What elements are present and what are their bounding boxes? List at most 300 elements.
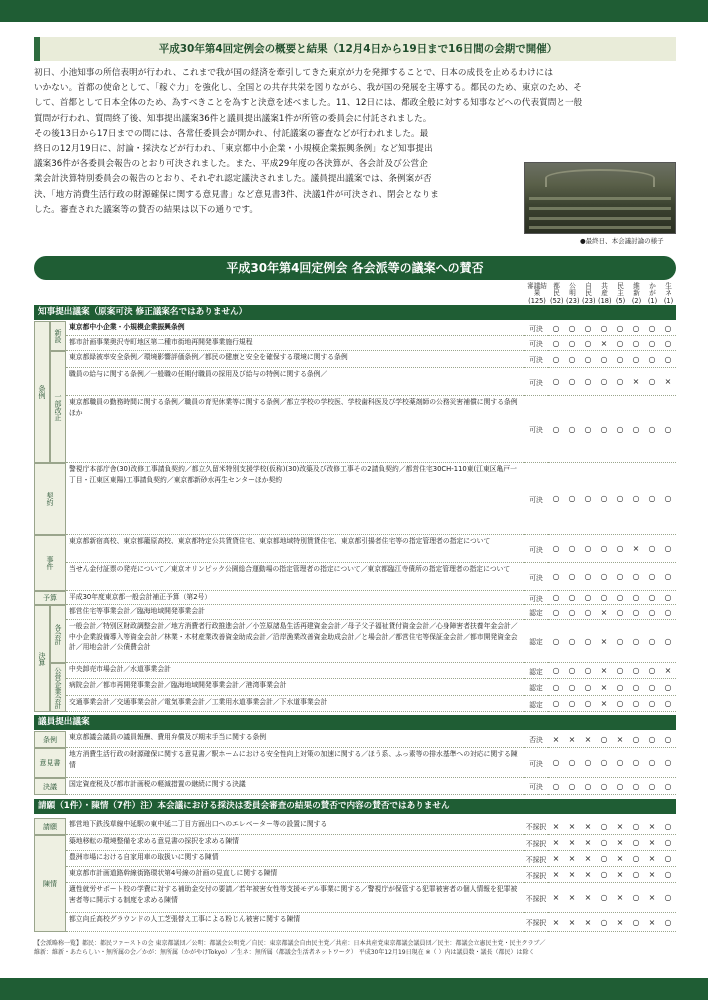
vote-no-mark: × — [616, 917, 624, 927]
row-votes — [548, 778, 676, 795]
vote-yes-mark: ○ — [552, 338, 560, 348]
footnote-line: 維新：維新・あたらしい・無所属の会／かが：無所属（かがやけTokyo）／生ネ：無所属（都議会生活者ネットワーク） 平成30年12月19日現在 ※（ ）内は議員数・議長（都民）は除く — [34, 949, 535, 956]
vote-yes-mark: ○ — [584, 354, 592, 364]
table-row: 東京都市計画道路幹線街路環状第4号線の計画の見直しに関する陳情 — [66, 867, 524, 883]
col-party: 公明(23) — [566, 282, 580, 305]
label-ketsugi: 決議 — [34, 778, 66, 795]
row-result: 可決 — [524, 368, 548, 396]
vote-yes-mark: ○ — [632, 424, 640, 434]
vote-no-mark: × — [552, 917, 560, 927]
vote-yes-mark: ○ — [584, 699, 592, 708]
vote-yes-mark: ○ — [600, 593, 608, 602]
label-kessan: 決算 — [34, 605, 50, 712]
col-result: 審議結果(125) — [527, 282, 547, 305]
vote-yes-mark: ○ — [568, 636, 576, 646]
vote-yes-mark: ○ — [600, 572, 608, 581]
section-header-fill — [524, 715, 676, 730]
footnote — [34, 939, 676, 957]
table-row: 築地移転の環境整備を求める意見書の採択を求める陳情 — [66, 835, 524, 851]
vote-no-mark: × — [616, 893, 624, 902]
table-row: 東京都緑被率安全条例／環境影響評価条例／都民の健康と安全を確保する環境に関する条例 — [66, 351, 524, 368]
vote-yes-mark: ○ — [632, 917, 640, 927]
vote-yes-mark: ○ — [600, 377, 608, 386]
vote-yes-mark: ○ — [552, 572, 560, 581]
row-result: 可決 — [524, 351, 548, 368]
col-party: 生ネ(1) — [663, 282, 674, 305]
vote-yes-mark: ○ — [664, 917, 672, 927]
row-votes — [548, 351, 676, 368]
label-jorei2: 条例 — [34, 731, 66, 748]
row-result: 不採択 — [524, 867, 548, 883]
row-result: 不採択 — [524, 883, 548, 913]
photo-seat-row — [529, 207, 671, 210]
table-row: 交通事業会計／交通事業会計／電気事業会計／工業用水道事業会計／下水道事業会計 — [66, 696, 524, 712]
label-shinki: 新設 — [50, 321, 66, 351]
vote-no-mark: × — [632, 377, 640, 386]
vote-yes-mark: ○ — [648, 636, 656, 646]
vote-yes-mark: ○ — [632, 734, 640, 744]
vote-yes-mark: ○ — [648, 593, 656, 602]
vote-yes-mark: ○ — [584, 544, 592, 553]
photo-arch — [545, 169, 655, 187]
vote-no-mark: × — [552, 821, 560, 831]
vote-yes-mark: ○ — [664, 699, 672, 708]
vote-no-mark: × — [600, 636, 608, 646]
vote-yes-mark: ○ — [616, 699, 624, 708]
vote-yes-mark: ○ — [600, 838, 608, 847]
row-result: 可決 — [524, 321, 548, 336]
vote-yes-mark: ○ — [616, 666, 624, 675]
vote-yes-mark: ○ — [664, 424, 672, 434]
vote-no-mark: × — [616, 854, 624, 863]
vote-yes-mark: ○ — [600, 854, 608, 863]
label-jorei: 条例 — [34, 321, 50, 463]
vote-no-mark: × — [584, 917, 592, 927]
assembly-photo — [524, 162, 676, 234]
vote-yes-mark: ○ — [648, 758, 656, 767]
vote-yes-mark: ○ — [552, 758, 560, 767]
photo-seat-row — [529, 197, 671, 200]
table-row: 東京都職員の勤務時間に関する条例／職員の育児休業等に関する条例／都立学校の学校医、学校歯科医及び学校薬剤師の公務災害補償に関する条例ほか — [66, 396, 524, 463]
vote-yes-mark: ○ — [584, 593, 592, 602]
vote-yes-mark: ○ — [568, 544, 576, 553]
row-result: 不採択 — [524, 818, 548, 835]
vote-yes-mark: ○ — [632, 699, 640, 708]
vote-no-mark: × — [552, 870, 560, 879]
row-result: 認定 — [524, 605, 548, 620]
section-header-fill — [524, 305, 676, 320]
photo-seat-row — [529, 217, 671, 220]
vote-yes-mark: ○ — [552, 494, 560, 503]
vote-no-mark: × — [664, 666, 672, 675]
label-kakukaikei: 各会計 — [50, 605, 66, 663]
vote-yes-mark: ○ — [616, 607, 624, 617]
row-result: 不採択 — [524, 913, 548, 932]
vote-yes-mark: ○ — [616, 781, 624, 791]
vote-yes-mark: ○ — [552, 323, 560, 333]
vote-yes-mark: ○ — [664, 572, 672, 581]
vote-yes-mark: ○ — [552, 636, 560, 646]
vote-no-mark: × — [568, 854, 576, 863]
vote-no-mark: × — [648, 821, 656, 831]
vote-yes-mark: ○ — [632, 607, 640, 617]
vote-yes-mark: ○ — [664, 636, 672, 646]
table-row: 豊洲市場における自家用車の取扱いに関する陳情 — [66, 851, 524, 867]
row-votes — [548, 368, 676, 396]
vote-yes-mark: ○ — [552, 699, 560, 708]
col-party: かが(1) — [647, 282, 658, 305]
table-row: 平成30年度東京都一般会計補正予算（第2号） — [66, 591, 524, 605]
col-party: 都民(52) — [550, 282, 564, 305]
vote-yes-mark: ○ — [552, 593, 560, 602]
vote-yes-mark: ○ — [648, 377, 656, 386]
table-row: 東京都議会議員の議員報酬、費用弁償及び期末手当に関する条例 — [66, 731, 524, 748]
intro-line: 質問が行われ、質問終了後、知事提出議案36件と議員提出議案1件が所管の委員会に付託されました。 — [34, 113, 432, 124]
vote-yes-mark: ○ — [568, 758, 576, 767]
table-row: 東京都新宿高校、東京都籠原高校、東京都特定公共賃貸住宅、東京都地域特別賃貸住宅、東京都引揚者住宅等の指定管理者の指定について — [66, 535, 524, 563]
table-row: 都市計画事業奥沢寺町地区第二種市街地再開発事業施行規程 — [66, 336, 524, 351]
vote-yes-mark: ○ — [616, 572, 624, 581]
row-result: 認定 — [524, 679, 548, 696]
vote-no-mark: × — [648, 870, 656, 879]
vote-no-mark: × — [616, 734, 624, 744]
vote-yes-mark: ○ — [584, 636, 592, 646]
vote-yes-mark: ○ — [664, 544, 672, 553]
vote-yes-mark: ○ — [600, 917, 608, 927]
col-party: 民主(5) — [615, 282, 626, 305]
row-result: 可決 — [524, 563, 548, 591]
vote-yes-mark: ○ — [600, 821, 608, 831]
vote-yes-mark: ○ — [600, 781, 608, 791]
vote-no-mark: × — [568, 870, 576, 879]
table-row: 適性就労サポート校の学費に対する補助金交付の要請／若年被害女性等支援モデル事業に関する／警視庁が保管する犯罪被害者の個人情報を犯罪被害者等に開示する制度を求める陳情 — [66, 883, 524, 913]
vote-yes-mark: ○ — [552, 377, 560, 386]
vote-no-mark: × — [616, 838, 624, 847]
row-votes — [548, 818, 676, 835]
label-seigan: 請願 — [34, 818, 66, 835]
photo-seat-row — [529, 226, 671, 229]
row-votes — [548, 731, 676, 748]
vote-yes-mark: ○ — [568, 338, 576, 348]
row-result: 可決 — [524, 463, 548, 535]
vote-yes-mark: ○ — [584, 607, 592, 617]
vote-yes-mark: ○ — [648, 354, 656, 364]
intro-line: して、首都として日本全体のため、為すべきことを為すと決意を述べました。11、12日には、都政全般に対する知事などへの代表質問と一般 — [34, 98, 583, 109]
table-row: 警視庁本部庁舎(30)改修工事請負契約／都立久留米特別支援学校(仮称)(30)改築及び改修工事その2請負契約／都営住宅30CH-110東(江東区亀戸一丁目・江東区東陽)工事請負契約／東京都新砂水再生センターほか契約 — [66, 463, 524, 535]
section-header-governor: 知事提出議案（原案可決 修正議案名ではありません） — [34, 305, 524, 320]
vote-yes-mark: ○ — [648, 572, 656, 581]
vote-yes-mark: ○ — [648, 699, 656, 708]
vote-yes-mark: ○ — [632, 821, 640, 831]
vote-no-mark: × — [600, 607, 608, 617]
vote-yes-mark: ○ — [632, 682, 640, 692]
vote-yes-mark: ○ — [552, 666, 560, 675]
vote-yes-mark: ○ — [632, 338, 640, 348]
table-row: 当せん金付証票の発売について／東京オリンピック公園総合運動場の指定管理者の指定について／東京都臨江寺債所の指定管理者の指定について — [66, 563, 524, 591]
table-row: 職員の給与に関する条例／一般職の任期付職員の採用及び給与の特例に関する条例／ — [66, 368, 524, 396]
vote-yes-mark: ○ — [648, 607, 656, 617]
vote-yes-mark: ○ — [632, 666, 640, 675]
intro-line: 初日、小池知事の所信表明が行われ、これまで我が国の経済を牽引してきた東京が力を発揮することで、日本の成長を止めるわけには — [34, 68, 553, 78]
vote-yes-mark: ○ — [568, 323, 576, 333]
intro-line: 決、「地方消費生活行政の財源確保に関する意見書」など意見書3件、決議1件が可決され、閉会となりま — [34, 189, 439, 200]
table-row: 都営地下鉄浅草線中延駅の東中延二丁目方面出口へのエレベーター等の設置に関する — [66, 818, 524, 835]
label-jiken: 事件 — [34, 535, 66, 591]
table-row: 中央卸売市場会計／水道事業会計 — [66, 663, 524, 679]
vote-yes-mark: ○ — [664, 734, 672, 744]
vote-no-mark: × — [648, 854, 656, 863]
table-row: 地方消費生活行政の財源確保に関する意見書／駅ホームにおける安全性向上対策の加速に関する／ほう系、ふっ素等の排水基準への対応に関する陳情 — [66, 748, 524, 778]
row-result: 可決 — [524, 535, 548, 563]
vote-yes-mark: ○ — [648, 682, 656, 692]
row-result: 認定 — [524, 696, 548, 712]
vote-yes-mark: ○ — [616, 544, 624, 553]
vote-yes-mark: ○ — [664, 838, 672, 847]
vote-yes-mark: ○ — [616, 377, 624, 386]
vote-no-mark: × — [568, 893, 576, 902]
vote-yes-mark: ○ — [600, 734, 608, 744]
vote-no-mark: × — [584, 893, 592, 902]
vote-yes-mark: ○ — [664, 354, 672, 364]
vote-yes-mark: ○ — [632, 758, 640, 767]
vote-yes-mark: ○ — [664, 870, 672, 879]
row-votes — [548, 396, 676, 463]
table-row: 一般会計／特別区財政調整会計／地方消費者行政推進会計／小笠原諸島生活再建資金会計／母子父子福祉貸付資金会計／心身障害者扶養年金会計／中小企業設備導入等資金会計／林業・木材産業改善資金助成会計／沿岸漁業改善資金助成会計／と場会計／都営住宅等保証金会計／都市開発資金会計／用地会計／公債費会計 — [66, 620, 524, 663]
row-votes — [548, 851, 676, 867]
row-votes — [548, 563, 676, 591]
table-row: 都営住宅等事業会計／臨海地域開発事業会計 — [66, 605, 524, 620]
vote-yes-mark: ○ — [568, 666, 576, 675]
vote-no-mark: × — [584, 821, 592, 831]
vote-yes-mark: ○ — [632, 781, 640, 791]
row-votes — [548, 663, 676, 679]
vote-no-mark: × — [584, 734, 592, 744]
row-result: 可決 — [524, 591, 548, 605]
vote-yes-mark: ○ — [664, 323, 672, 333]
vote-yes-mark: ○ — [664, 821, 672, 831]
vote-yes-mark: ○ — [568, 781, 576, 791]
vote-yes-mark: ○ — [616, 323, 624, 333]
row-votes — [548, 620, 676, 663]
row-votes — [548, 336, 676, 351]
vote-no-mark: × — [600, 666, 608, 675]
label-ikensho: 意見書 — [34, 748, 66, 778]
row-result: 可決 — [524, 396, 548, 463]
vote-yes-mark: ○ — [600, 494, 608, 503]
top-band — [0, 0, 708, 22]
col-party: 共産(18) — [598, 282, 612, 305]
table-row: 都立向丘高校グラウンドの人工芝張替え工事による粉じん被害に関する陳情 — [66, 913, 524, 932]
vote-yes-mark: ○ — [648, 544, 656, 553]
vote-yes-mark: ○ — [584, 781, 592, 791]
vote-no-mark: × — [600, 682, 608, 692]
row-votes — [548, 748, 676, 778]
vote-yes-mark: ○ — [600, 758, 608, 767]
vote-yes-mark: ○ — [648, 338, 656, 348]
vote-no-mark: × — [584, 870, 592, 879]
vote-yes-mark: ○ — [568, 682, 576, 692]
label-koei: 公営企業会計 — [50, 663, 66, 712]
row-result: 可決 — [524, 336, 548, 351]
vote-yes-mark: ○ — [664, 494, 672, 503]
vote-yes-mark: ○ — [552, 544, 560, 553]
vote-yes-mark: ○ — [568, 572, 576, 581]
vote-yes-mark: ○ — [600, 870, 608, 879]
vote-yes-mark: ○ — [632, 838, 640, 847]
intro-line: 業会計決算特別委員会の報告のとおり、それぞれ認定議決されました。議員提出議案では、条例案が否 — [34, 174, 432, 185]
bottom-band — [0, 978, 708, 1000]
section-header-fill — [524, 799, 676, 814]
vote-yes-mark: ○ — [568, 593, 576, 602]
vote-yes-mark: ○ — [584, 758, 592, 767]
vote-yes-mark: ○ — [664, 338, 672, 348]
vote-yes-mark: ○ — [664, 854, 672, 863]
vote-yes-mark: ○ — [584, 323, 592, 333]
vote-no-mark: × — [552, 734, 560, 744]
vote-yes-mark: ○ — [648, 781, 656, 791]
vote-no-mark: × — [664, 377, 672, 386]
vote-yes-mark: ○ — [632, 323, 640, 333]
row-votes — [548, 463, 676, 535]
vote-yes-mark: ○ — [648, 323, 656, 333]
vote-yes-mark: ○ — [552, 607, 560, 617]
row-result: 認定 — [524, 620, 548, 663]
row-votes — [548, 591, 676, 605]
row-result: 可決 — [524, 778, 548, 795]
row-votes — [548, 913, 676, 932]
vote-yes-mark: ○ — [600, 323, 608, 333]
vote-no-mark: × — [648, 838, 656, 847]
vote-no-mark: × — [552, 893, 560, 902]
vote-yes-mark: ○ — [584, 666, 592, 675]
vote-yes-mark: ○ — [616, 758, 624, 767]
vote-yes-mark: ○ — [568, 424, 576, 434]
label-yosan: 予算 — [34, 591, 66, 605]
session-title: 平成30年第4回定例会の概要と結果（12月4日から19日まで16日間の会期で開催） — [34, 37, 676, 61]
row-votes — [548, 679, 676, 696]
col-party: 自民(23) — [582, 282, 596, 305]
vote-yes-mark: ○ — [664, 781, 672, 791]
vote-no-mark: × — [600, 338, 608, 348]
vote-yes-mark: ○ — [584, 377, 592, 386]
vote-yes-mark: ○ — [568, 607, 576, 617]
label-ichibu: 一部改正 — [50, 351, 66, 463]
vote-yes-mark: ○ — [632, 354, 640, 364]
vote-no-mark: × — [568, 917, 576, 927]
vote-yes-mark: ○ — [584, 572, 592, 581]
vote-yes-mark: ○ — [568, 354, 576, 364]
vote-yes-mark: ○ — [632, 870, 640, 879]
table-row: 病院会計／都市再開発事業会計／臨海地域開発事業会計／港湾事業会計 — [66, 679, 524, 696]
vote-yes-mark: ○ — [584, 682, 592, 692]
row-result: 否決 — [524, 731, 548, 748]
vote-yes-mark: ○ — [632, 572, 640, 581]
vote-yes-mark: ○ — [616, 636, 624, 646]
vote-yes-mark: ○ — [616, 338, 624, 348]
vote-no-mark: × — [632, 544, 640, 553]
vote-yes-mark: ○ — [552, 781, 560, 791]
vote-no-mark: × — [568, 821, 576, 831]
row-votes — [548, 867, 676, 883]
vote-no-mark: × — [552, 854, 560, 863]
row-result: 可決 — [524, 748, 548, 778]
vote-yes-mark: ○ — [600, 893, 608, 902]
vote-yes-mark: ○ — [648, 666, 656, 675]
vote-yes-mark: ○ — [648, 734, 656, 744]
vote-yes-mark: ○ — [584, 338, 592, 348]
intro-line: 議案36件が各委員会報告のとおり可決されました。また、平成29年度の各決算が、各会計及び公営企 — [34, 159, 428, 170]
vote-yes-mark: ○ — [616, 593, 624, 602]
intro-line: 終日の12月19日に、討論・採決などが行われ、「東京都中小企業・小規模企業振興条例」など知事提出 — [34, 143, 433, 154]
row-votes — [548, 535, 676, 563]
vote-yes-mark: ○ — [584, 424, 592, 434]
vote-yes-mark: ○ — [600, 424, 608, 434]
photo-caption: ●最終日、本会議討論の様子 — [580, 237, 664, 245]
vote-yes-mark: ○ — [552, 424, 560, 434]
row-votes — [548, 321, 676, 336]
vote-no-mark: × — [600, 699, 608, 708]
label-chinjo: 陳情 — [34, 835, 66, 932]
vote-yes-mark: ○ — [648, 424, 656, 434]
row-votes — [548, 835, 676, 851]
vote-no-mark: × — [616, 870, 624, 879]
vote-yes-mark: ○ — [568, 377, 576, 386]
vote-yes-mark: ○ — [552, 682, 560, 692]
vote-yes-mark: ○ — [664, 758, 672, 767]
footnote-line: 【会派略称一覧】都民：都民ファーストの会 東京都議団／公明：都議会公明党／自民：東京都議会自由民主党／共産：日本共産党東京都議会議員団／民主：都議会立憲民主党・民主クラブ／ — [34, 940, 546, 947]
vote-no-mark: × — [568, 734, 576, 744]
vote-no-mark: × — [552, 838, 560, 847]
section-header-members: 議員提出議案 — [34, 715, 524, 730]
vote-yes-mark: ○ — [632, 854, 640, 863]
intro-line: いかない。首都の使命として、「稼ぐ力」を強化し、全国との共存共栄を図りながら、我が国の発展を主導する。都民のため、東京のため、そ — [34, 83, 583, 94]
vote-yes-mark: ○ — [584, 494, 592, 503]
vote-yes-mark: ○ — [616, 682, 624, 692]
vote-yes-mark: ○ — [616, 424, 624, 434]
vote-no-mark: × — [568, 838, 576, 847]
intro-line: した。審査された議案等の賛否の結果は以下の通りです。 — [34, 204, 259, 215]
vote-no-mark: × — [584, 854, 592, 863]
vote-no-mark: × — [616, 821, 624, 831]
vote-yes-mark: ○ — [664, 893, 672, 902]
vote-yes-mark: ○ — [664, 682, 672, 692]
vote-yes-mark: ○ — [552, 354, 560, 364]
row-votes — [548, 883, 676, 913]
vote-no-mark: × — [648, 917, 656, 927]
vote-yes-mark: ○ — [632, 636, 640, 646]
intro-line: その後13日から17日までの間には、各常任委員会が開かれ、付託議案の審査などが行われました。最 — [34, 128, 429, 139]
section-header-petitions: 請願（1件）・陳情（7件）注）本会議における採決は委員会審査の結果の賛否で内容の賛否ではありません — [34, 799, 524, 814]
vote-yes-mark: ○ — [616, 494, 624, 503]
vote-yes-mark: ○ — [664, 607, 672, 617]
vote-yes-mark: ○ — [648, 494, 656, 503]
vote-yes-mark: ○ — [600, 544, 608, 553]
row-result: 認定 — [524, 663, 548, 679]
vote-yes-mark: ○ — [632, 893, 640, 902]
vote-yes-mark: ○ — [568, 494, 576, 503]
row-votes — [548, 696, 676, 712]
row-votes — [548, 605, 676, 620]
vote-yes-mark: ○ — [664, 593, 672, 602]
row-result: 不採択 — [524, 835, 548, 851]
vote-no-mark: × — [584, 838, 592, 847]
vote-yes-mark: ○ — [632, 593, 640, 602]
vote-yes-mark: ○ — [616, 354, 624, 364]
vote-yes-mark: ○ — [632, 494, 640, 503]
vote-yes-mark: ○ — [600, 354, 608, 364]
vote-yes-mark: ○ — [568, 699, 576, 708]
table-row: 東京都中小企業・小規模企業振興条例 — [66, 321, 524, 336]
